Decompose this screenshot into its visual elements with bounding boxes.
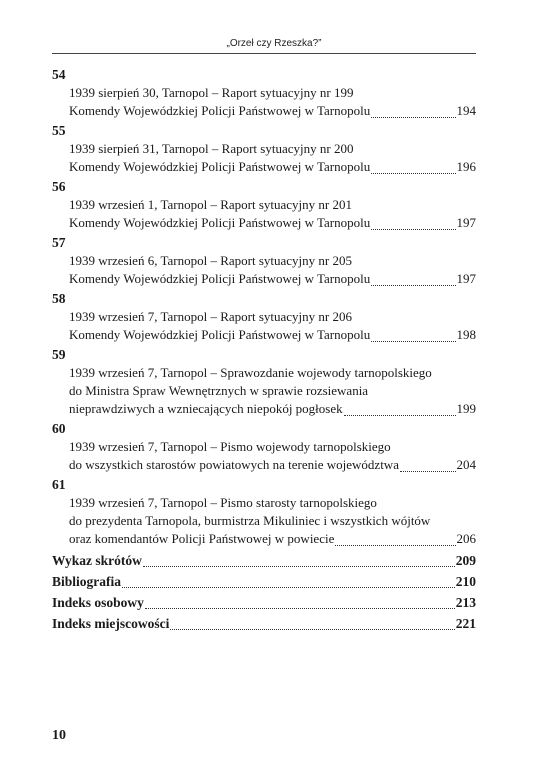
dot-leader [344, 406, 456, 416]
page-reference: 196 [456, 159, 476, 174]
page-reference: 204 [456, 457, 476, 472]
entry-title-line: nieprawdziwych a wzniecających niepokój pogłosek [69, 401, 343, 416]
entry-title-line: 1939 wrzesień 7, Tarnopol – Pismo wojewody tarnopolskiego [69, 439, 391, 454]
running-header: „Orzeł czy Rzeszka?” [226, 38, 322, 49]
page-reference: 210 [455, 574, 476, 589]
dot-leader [170, 620, 454, 630]
entry-last-line [52, 270, 476, 288]
entry-title-line: 1939 sierpień 31, Tarnopol – Raport sytuacyjny nr 200 [69, 141, 354, 156]
entry-last-line [52, 102, 476, 120]
entry-title-line: 1939 wrzesień 7, Tarnopol – Pismo starosty tarnopolskiego [69, 495, 377, 510]
section-label: Indeks osobowy [52, 595, 144, 610]
entry-title-line: do prezydenta Tarnopola, burmistrza Mikuliniec i wszystkich wójtów [69, 513, 431, 528]
entry-title-line: oraz komendantów Policji Państwowej w powiecie [69, 531, 335, 546]
section-label: Wykaz skrótów [52, 553, 142, 568]
page-reference: 197 [456, 271, 476, 286]
dot-leader [371, 108, 455, 118]
toc-entry [52, 122, 476, 176]
document-number: 59 [52, 347, 66, 362]
entry-last-line [52, 400, 476, 418]
document-number: 57 [52, 235, 66, 250]
page-number: 10 [52, 728, 66, 743]
entry-title-line: do Ministra Spraw Wewnętrznych w sprawie rozsiewania [69, 383, 369, 398]
dot-leader [371, 332, 455, 342]
section-row [52, 550, 476, 571]
entry-last-line [52, 158, 476, 176]
page-reference: 197 [456, 215, 476, 230]
entry-title-line: Komendy Wojewódzkiej Policji Państwowej w Tarnopolu [69, 103, 371, 118]
toc-entry [52, 476, 476, 548]
page-reference: 213 [455, 595, 476, 610]
document-number: 56 [52, 179, 66, 194]
entry-title-line: Komendy Wojewódzkiej Policji Państwowej w Tarnopolu [69, 327, 371, 342]
entry-title-line: Komendy Wojewódzkiej Policji Państwowej w Tarnopolu [69, 215, 371, 230]
entry-title-line: 1939 wrzesień 1, Tarnopol – Raport sytuacyjny nr 201 [69, 197, 352, 212]
dot-leader [335, 536, 455, 546]
toc-entry [52, 178, 476, 232]
document-number: 58 [52, 291, 66, 306]
toc-entries [52, 66, 476, 548]
entry-title-line: 1939 wrzesień 7, Tarnopol – Sprawozdanie wojewody tarnopolskiego [69, 365, 432, 380]
toc-section [52, 550, 476, 571]
table-of-contents [52, 66, 476, 634]
entry-title-line: Komendy Wojewódzkiej Policji Państwowej w Tarnopolu [69, 271, 371, 286]
toc-entry [52, 346, 476, 418]
document-number: 61 [52, 477, 66, 492]
toc-sections [52, 550, 476, 634]
dot-leader [145, 599, 455, 609]
toc-entry [52, 66, 476, 120]
header-divider [52, 53, 476, 54]
entry-last-line [52, 326, 476, 344]
toc-section [52, 613, 476, 634]
entry-last-line [52, 530, 476, 548]
section-label: Bibliografia [52, 574, 122, 589]
page-reference: 206 [456, 531, 476, 546]
entry-last-line [52, 456, 476, 474]
dot-leader [400, 462, 456, 472]
page-reference: 198 [456, 327, 476, 342]
page-reference: 199 [456, 401, 476, 416]
document-number: 54 [52, 67, 66, 82]
section-label: Indeks miejscowości [52, 616, 170, 631]
toc-section [52, 592, 476, 613]
page-reference: 209 [455, 553, 476, 568]
dot-leader [143, 557, 455, 567]
document-number: 55 [52, 123, 66, 138]
entry-last-line [52, 214, 476, 232]
entry-title-line: 1939 wrzesień 7, Tarnopol – Raport sytuacyjny nr 206 [69, 309, 352, 324]
section-row [52, 571, 476, 592]
page-reference: 194 [456, 103, 476, 118]
dot-leader [122, 578, 455, 588]
entry-title-line: Komendy Wojewódzkiej Policji Państwowej w Tarnopolu [69, 159, 371, 174]
section-row [52, 613, 476, 634]
toc-entry [52, 290, 476, 344]
dot-leader [371, 276, 455, 286]
toc-entry [52, 234, 476, 288]
entry-title-line: 1939 sierpień 30, Tarnopol – Raport sytuacyjny nr 199 [69, 85, 354, 100]
dot-leader [371, 220, 455, 230]
entry-title-line: do wszystkich starostów powiatowych na terenie województwa [69, 457, 399, 472]
toc-entry [52, 420, 476, 474]
toc-section [52, 571, 476, 592]
dot-leader [371, 164, 455, 174]
page-reference: 221 [455, 616, 476, 631]
document-number: 60 [52, 421, 66, 436]
section-row [52, 592, 476, 613]
entry-title-line: 1939 wrzesień 6, Tarnopol – Raport sytuacyjny nr 205 [69, 253, 352, 268]
